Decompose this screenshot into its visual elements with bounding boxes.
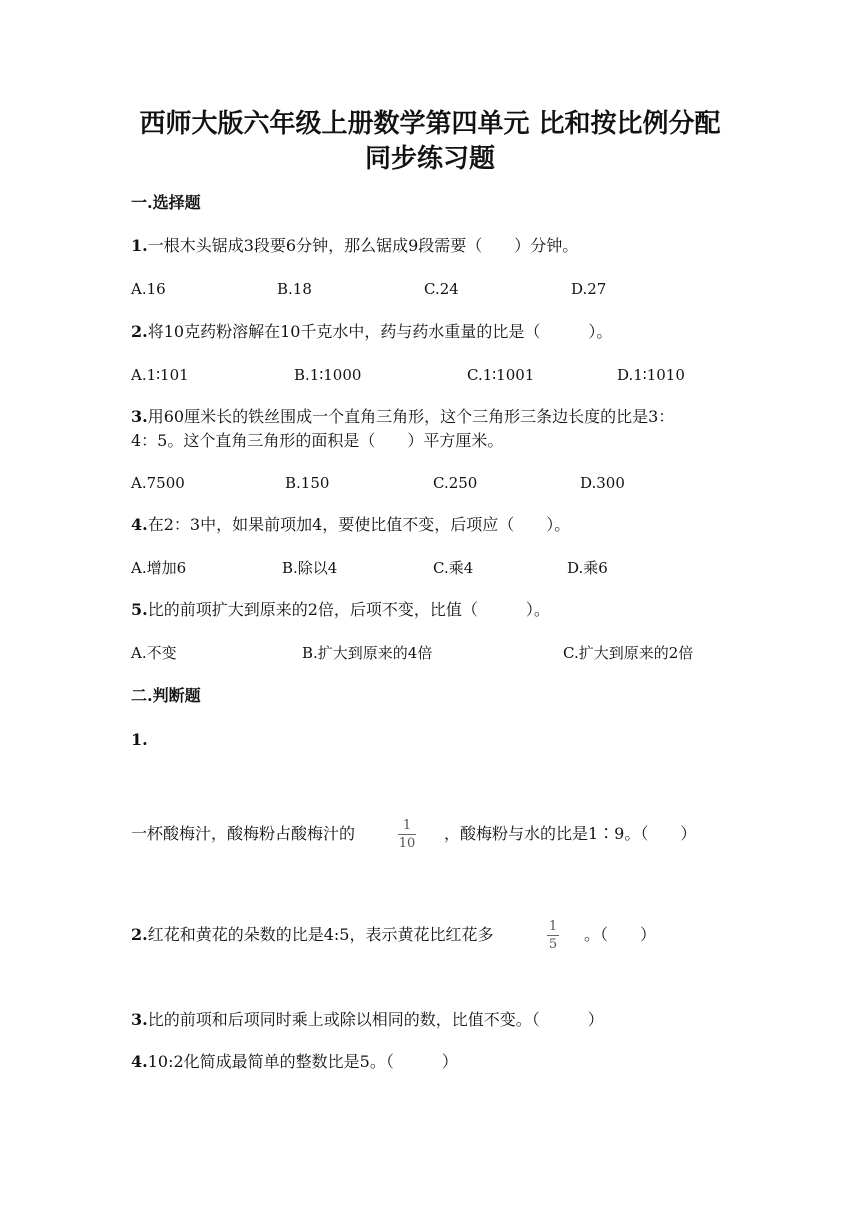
judgment-2-text-after: 。（ ） — [584, 925, 657, 944]
fraction-bar — [547, 935, 559, 936]
question-number: 3. — [131, 1010, 148, 1029]
fraction-one-fifth — [547, 919, 559, 952]
option-a: A.增加6 — [131, 559, 187, 577]
option-c: C.250 — [433, 474, 478, 492]
question-text: 比的前项扩大到原来的2倍，后项不变，比值（ ）。 — [147, 600, 550, 619]
question-text: 一根木头锯成3段要6分钟，那么锯成9段需要（ ）分钟。 — [147, 236, 579, 255]
option-b: B.18 — [277, 280, 312, 298]
question-3-line2: 4：5。这个直角三角形的面积是（ ）平方厘米。 — [131, 431, 504, 450]
judgment-2-text-before: 红花和黄花的朵数的比是4:5，表示黄花比红花多 — [147, 925, 494, 944]
option-a: A.1∶101 — [131, 366, 189, 384]
question-number: 1. — [131, 236, 148, 255]
option-d: D.乘6 — [567, 559, 608, 577]
section-heading-choice: 一.选择题 — [131, 193, 201, 212]
question-text: 10:2化简成最简单的整数比是5。（ ） — [147, 1052, 458, 1071]
judgment-3 — [131, 1009, 604, 1031]
judgment-4 — [131, 1051, 458, 1073]
question-1 — [131, 235, 578, 257]
question-number: 3. — [131, 407, 148, 426]
question-number: 2. — [131, 322, 148, 341]
question-text: 在2：3中，如果前项加4，要使比值不变，后项应（ ）。 — [147, 515, 571, 534]
option-b: B.150 — [285, 474, 330, 492]
question-text: 比的前项和后项同时乘上或除以相同的数，比值不变。（ ） — [147, 1010, 604, 1029]
fraction-one-tenth — [398, 818, 416, 851]
option-d: D.300 — [580, 474, 625, 492]
question-number: 2. — [131, 925, 148, 944]
option-b: B.1∶1000 — [294, 366, 362, 384]
option-d: D.1∶1010 — [617, 366, 685, 384]
question-text: 将10克药粉溶解在10千克水中，药与药水重量的比是（ ）。 — [147, 322, 613, 341]
judgment-1-number: 1. — [131, 730, 148, 749]
option-b: B.扩大到原来的4倍 — [302, 644, 433, 662]
question-number: 4. — [131, 1052, 148, 1071]
fraction-denominator: 5 — [548, 937, 558, 952]
option-c: C.扩大到原来的2倍 — [563, 644, 694, 662]
fraction-bar — [398, 834, 416, 835]
question-2 — [131, 321, 612, 343]
option-a: A.7500 — [131, 474, 185, 492]
question-4 — [131, 514, 570, 536]
option-a: A.16 — [131, 280, 166, 298]
judgment-1-text-after: ，酸梅粉与水的比是1∶9。（ ） — [444, 824, 697, 843]
option-c: C.24 — [424, 280, 459, 298]
judgment-1-text-before: 一杯酸梅汁，酸梅粉占酸梅汁的 — [131, 824, 356, 843]
option-c: C.乘4 — [433, 559, 474, 577]
question-number: 4. — [131, 515, 148, 534]
document-title-line1: 西师大版六年级上册数学第四单元 比和按比例分配 — [139, 109, 721, 139]
fraction-numerator: 1 — [402, 818, 412, 833]
option-b: B.除以4 — [282, 559, 338, 577]
question-number: 5. — [131, 600, 148, 619]
fraction-numerator: 1 — [548, 919, 558, 934]
document-title-line2: 同步练习题 — [364, 144, 495, 174]
question-3 — [131, 406, 674, 428]
option-c: C.1∶1001 — [467, 366, 535, 384]
fraction-denominator: 10 — [398, 836, 416, 851]
section-heading-judgment: 二.判断题 — [131, 686, 201, 705]
judgment-2 — [131, 924, 493, 946]
option-a: A.不变 — [131, 644, 177, 662]
option-d: D.27 — [571, 280, 607, 298]
question-5 — [131, 599, 550, 621]
question-text-line1: 用60厘米长的铁丝围成一个直角三角形，这个三角形三条边长度的比是3： — [147, 407, 675, 426]
